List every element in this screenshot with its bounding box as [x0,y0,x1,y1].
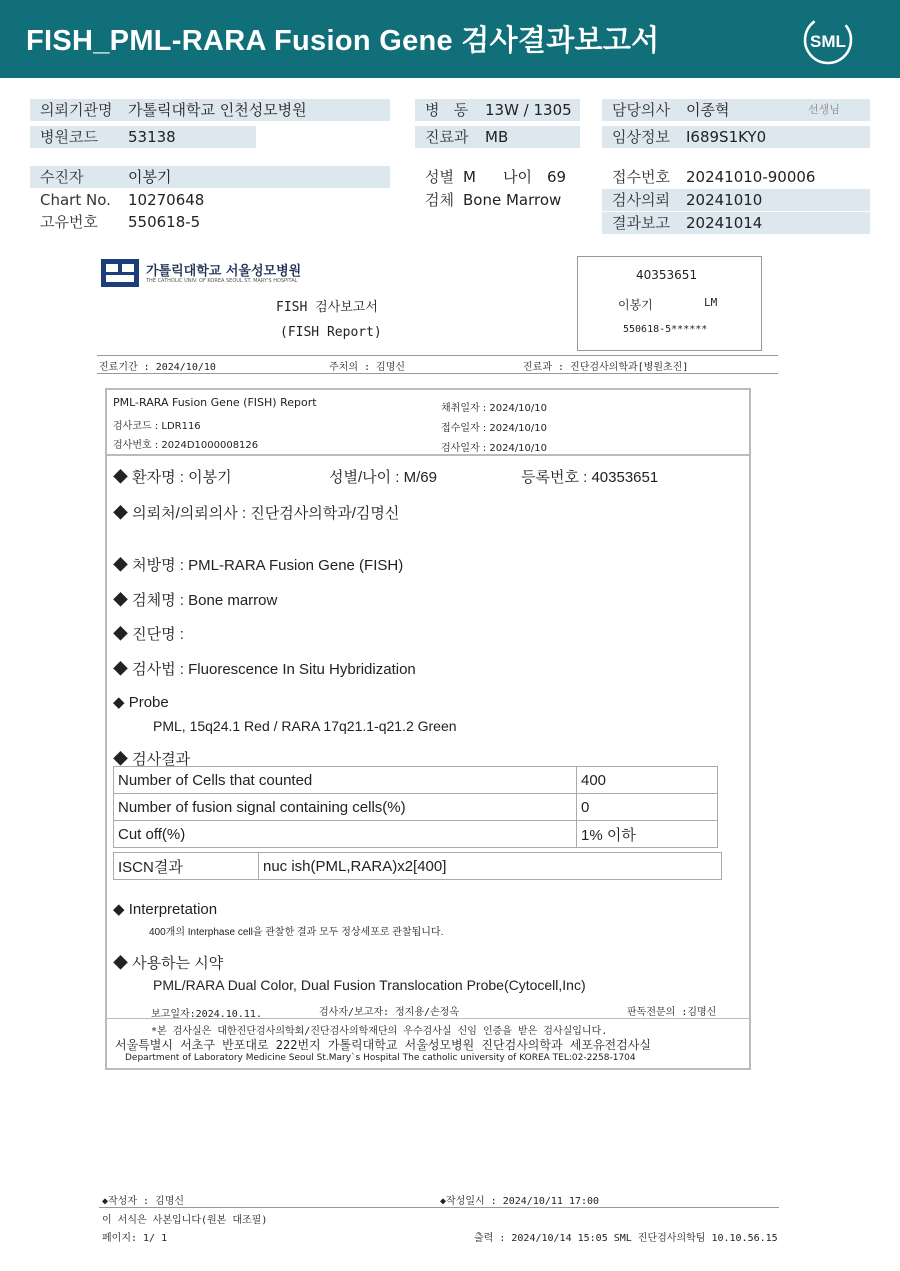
iscn-table [113,852,722,880]
receive-date: 접수일자 : 2024/10/10 [441,423,548,434]
table-row [114,794,718,821]
doctor-field: 담당의사 이종혁 선생님 [602,99,870,121]
lab-address: 서울특별시 서초구 반포대로 222번지 가톨릭대학교 서울성모병원 진단검사의학과 세포유전검사실 [115,1038,651,1052]
interpretation-text: 400개의 Interphase cell을 관찰한 결과 모두 정상세포로 관찰됩니다. [149,927,444,938]
examiner: 검사자/보고자: 정지용/손정옥 [319,1007,460,1018]
footer-printed: 출력 : 2024/10/14 15:05 SML 진단검사의학팀 10.10.56.15 [474,1233,778,1244]
institution-field: 의뢰기관명 가톨릭대학교 인천성모병원 [30,99,390,121]
scan-title: FISH 검사보고서 [276,300,378,315]
result-title: ◆ 검사결과 [113,751,191,768]
sex-age-field: 성별 M 나이 69 [425,168,567,186]
sml-logo-icon [802,14,854,66]
department-field: 진료과 MB [415,126,580,148]
hospital-emblem-icon [100,258,140,288]
referrer-line: ◆ 의뢰처/의뢰의사 : 진단검사의학과/김명신 [113,505,400,522]
table-row [114,767,718,794]
signature-row [107,1000,749,1019]
signed-report-date: 보고일자:2024.10.11. [151,1009,262,1020]
unique-no-field: 고유번호 550618-5 [40,213,201,231]
footer-page: 페이지: 1/ 1 [102,1233,168,1244]
clinical-info-field: 임상정보 I689S1KY0 [602,126,870,148]
result-value: 1% 이하 [577,821,718,848]
method-line: ◆ 검사법 : Fluorescence In Situ Hybridization [113,661,416,678]
report-banner [0,0,900,78]
label-box-id: 40353651 [636,268,698,282]
footer-written-at: ◆작성일시 : 2024/10/11 17:00 [440,1196,600,1207]
visit-department: 진료과 : 진단검사의학과[병원초진] [523,362,689,373]
report-title: FISH_PML-RARA Fusion Gene 검사결과보고서 [26,25,660,57]
svg-text:SML: SML [810,32,846,51]
registration-no: 등록번호 : 40353651 [521,469,659,486]
collect-date: 채취일자 : 2024/10/10 [441,403,548,414]
interpretation-title: ◆ Interpretation [113,901,218,918]
patient-label-box [577,256,762,351]
label-box-name: 이봉기 [618,298,653,312]
hospital-code-field: 병원코드 53138 [30,126,256,148]
patient-field: 수진자 이봉기 [30,166,390,188]
scan-visit-bar [97,355,778,374]
footer-writer: ◆작성자 : 김명신 [102,1196,185,1207]
label-box-reg: 550618-5****** [623,324,708,335]
result-label: Cut off(%) [114,821,577,848]
report-head [107,390,749,456]
receipt-no-field: 접수번호 20241010-90006 [612,168,816,186]
reagent-title: ◆ 사용하는 시약 [113,955,224,972]
label-box-code: LM [704,296,718,309]
diagnosis-line: ◆ 진단명 : [113,626,184,643]
iscn-value: nuc ish(PML,RARA)x2[400] [259,853,722,880]
probe-title: ◆ Probe [113,694,169,711]
prescription-line: ◆ 처방명 : PML-RARA Fusion Gene (FISH) [113,557,404,574]
exam-date: 검사일자 : 2024/10/10 [441,443,548,454]
probe-description: PML, 15q24.1 Red / RARA 17q21.1-q21.2 Green [153,718,457,734]
report-date-field: 결과보고 20241014 [602,212,870,234]
specimen-field: 검체 Bone Marrow [425,191,562,209]
footer-copy-note: 이 서식은 사본입니다(원본 대조필) [102,1215,268,1226]
result-value: 0 [577,794,718,821]
specimen-line: ◆ 검체명 : Bone marrow [113,592,278,609]
reagent-text: PML/RARA Dual Color, Dual Fusion Translocation Probe(Cytocell,Inc) [153,977,586,993]
report-head-title: PML-RARA Fusion Gene (FISH) Report [113,396,317,409]
table-row [114,821,718,848]
sex-age-line: 성별/나이 : M/69 [329,469,437,486]
result-table [113,766,718,848]
patient-line: ◆ 환자명 : 이봉기 [113,469,232,486]
result-label: Number of Cells that counted [114,767,577,794]
hospital-logo [100,258,140,292]
result-value: 400 [577,767,718,794]
attending-doctor: 주치의 : 김명신 [329,362,406,373]
iscn-label: ISCN결과 [114,853,259,880]
visit-period: 진료기간 : 2024/10/10 [99,362,216,373]
test-no: 검사번호 : 2024D1000008126 [113,440,259,451]
lab-address-en: Department of Laboratory Medicine Seoul St.Mary`s Hospital The catholic university of KOREA TEL:02-2258-1704 [125,1053,636,1063]
hospital-name-en: THE CATHOLIC UNIV. OF KOREA SEOUL ST. MARY'S HOSPITAL [146,278,298,284]
certification-note: *본 검사실은 대한진단검사의학회/진단검사의학재단의 우수검사실 신임 인증을 받은 검사실입니다. [151,1026,608,1037]
request-date-field: 검사의뢰 20241010 [602,189,870,211]
fish-report-box [105,388,751,1070]
test-code: 검사코드 : LDR116 [113,421,201,432]
scan-subtitle: (FISH Report) [280,325,382,340]
ward-field: 병 동 13W / 1305 [415,99,580,121]
result-label: Number of fusion signal containing cells(%) [114,794,577,821]
hospital-name: 가톨릭대학교 서울성모병원 [146,264,302,279]
specialist: 판독전문의 :김명신 [627,1007,717,1018]
footer-divider [99,1207,779,1208]
table-row [114,853,722,880]
chart-no-field: Chart No. 10270648 [40,191,205,209]
